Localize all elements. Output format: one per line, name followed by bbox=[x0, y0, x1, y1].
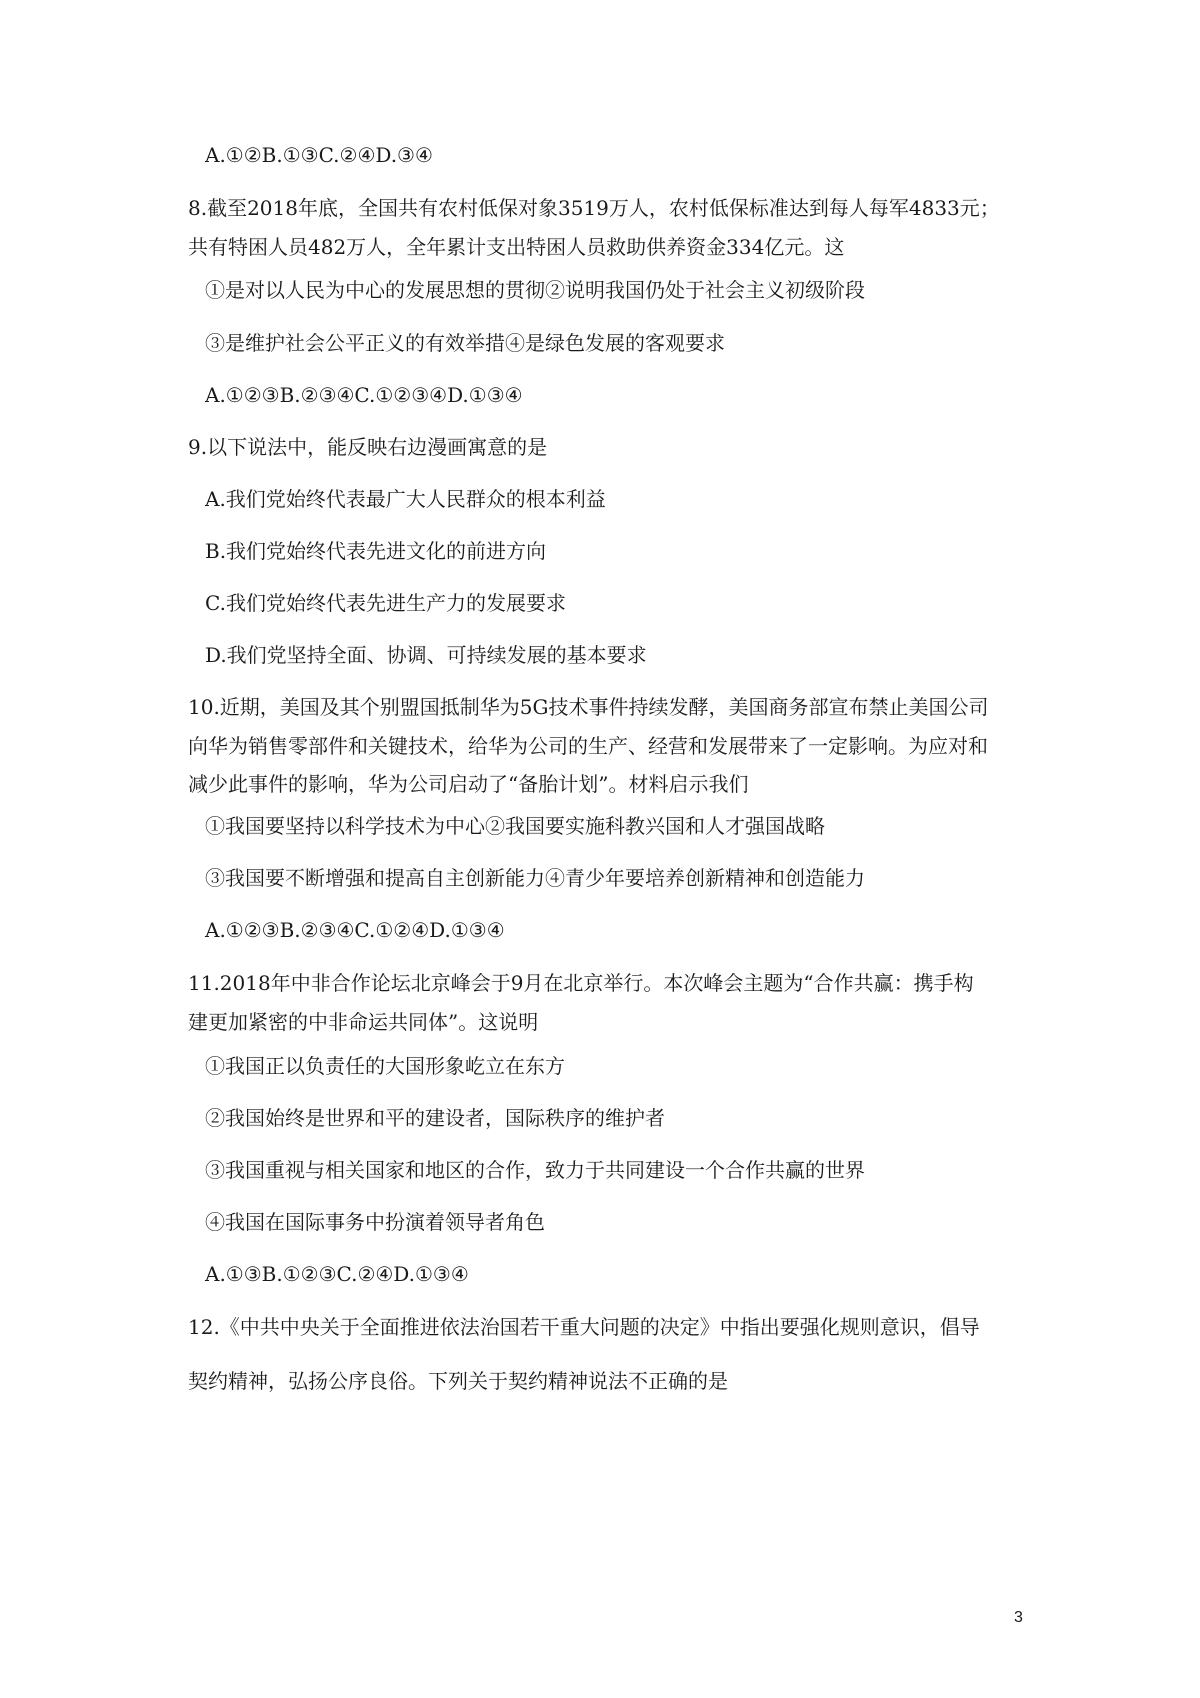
q11-option-4: ④我国在国际事务中扮演着领导者角色 bbox=[205, 1210, 545, 1234]
q10-option-line-1: ①我国要坚持以科学技术为中心②我国要实施科教兴国和人才强国战略 bbox=[205, 814, 825, 838]
q10-stem-line-2: 向华为销售零部件和关键技术，给华为公司的生产、经营和发展带来了一定影响。为应对和 bbox=[188, 734, 988, 758]
q11-stem-line-2: 建更加紧密的中非命运共同体”。这说明 bbox=[188, 1010, 539, 1034]
q12-stem-line-1: 12.《中共中央关于全面推进依法治国若干重大问题的决定》中指出要强化规则意识，倡导 bbox=[188, 1315, 980, 1339]
q8-option-line-1: ①是对以人民为中心的发展思想的贯彻②说明我国仍处于社会主义初级阶段 bbox=[205, 278, 865, 302]
q7-answer-options: A.①②B.①③C.②④D.③④ bbox=[205, 143, 433, 167]
q9-option-a: A.我们党始终代表最广大人民群众的根本利益 bbox=[205, 487, 606, 511]
q11-option-1: ①我国正以负责任的大国形象屹立在东方 bbox=[205, 1054, 565, 1078]
q9-option-c: C.我们党始终代表先进生产力的发展要求 bbox=[205, 591, 566, 615]
q8-option-line-2: ③是维护社会公平正义的有效举措④是绿色发展的客观要求 bbox=[205, 331, 725, 355]
q11-option-2: ②我国始终是世界和平的建设者，国际秩序的维护者 bbox=[205, 1106, 665, 1130]
q10-stem-line-1: 10.近期，美国及其个别盟国抵制华为5G技术事件持续发酵，美国商务部宣布禁止美国公司 bbox=[188, 695, 989, 719]
q11-answer-options: A.①③B.①②③C.②④D.①③④ bbox=[205, 1262, 469, 1286]
q8-answer-options: A.①②③B.②③④C.①②③④D.①③④ bbox=[205, 383, 523, 407]
q8-stem-line-2: 共有特困人员482万人，全年累计支出特困人员救助供养资金334亿元。这 bbox=[188, 235, 845, 259]
q10-answer-options: A.①②③B.②③④C.①②④D.①③④ bbox=[205, 918, 505, 942]
q9-option-d: D.我们党坚持全面、协调、可持续发展的基本要求 bbox=[205, 643, 647, 667]
q8-stem-line-1: 8.截至2018年底，全国共有农村低保对象3519万人，农村低保标准达到每人每军4833元； bbox=[188, 196, 1000, 220]
q9-option-b: B.我们党始终代表先进文化的前进方向 bbox=[205, 539, 547, 563]
q10-option-line-2: ③我国要不断增强和提高自主创新能力④青少年要培养创新精神和创造能力 bbox=[205, 866, 865, 890]
q11-option-3: ③我国重视与相关国家和地区的合作，致力于共同建设一个合作共赢的世界 bbox=[205, 1158, 865, 1182]
q12-stem-line-2: 契约精神，弘扬公序良俗。下列关于契约精神说法不正确的是 bbox=[188, 1369, 728, 1393]
q9-stem: 9.以下说法中，能反映右边漫画寓意的是 bbox=[188, 435, 548, 459]
q10-stem-line-3: 减少此事件的影响，华为公司启动了“备胎计划”。材料启示我们 bbox=[188, 772, 749, 796]
q11-stem-line-1: 11.2018年中非合作论坛北京峰会于9月在北京举行。本次峰会主题为“合作共赢：携手构 bbox=[188, 971, 974, 995]
page-number: 3 bbox=[1014, 1609, 1023, 1626]
